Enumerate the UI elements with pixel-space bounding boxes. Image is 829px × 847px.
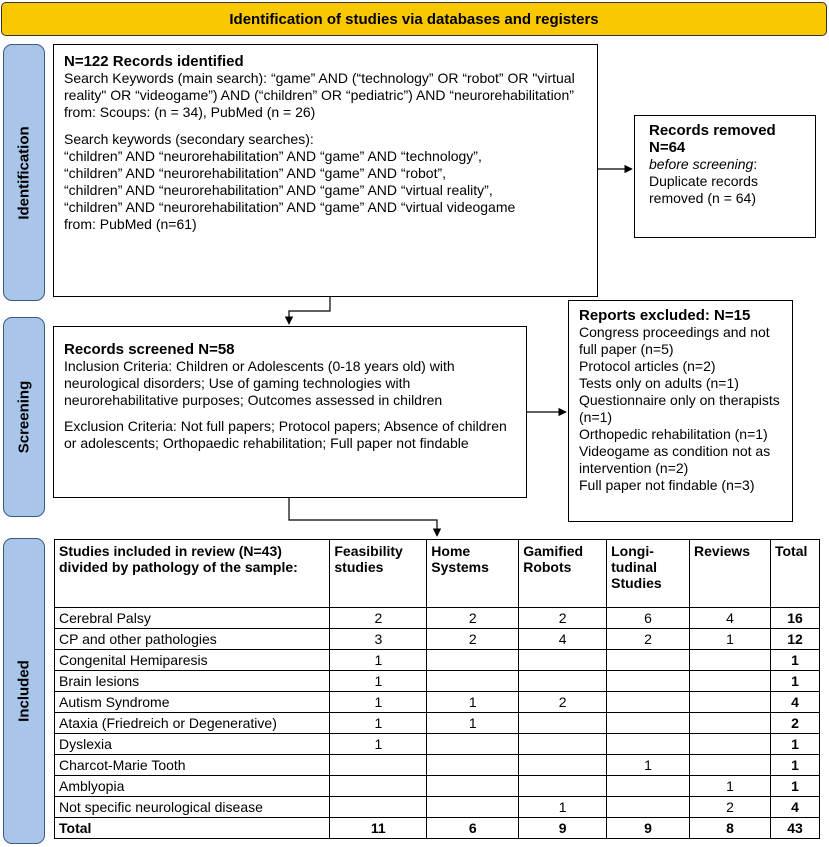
column-total-cell: 6	[427, 818, 519, 839]
table-row	[55, 713, 820, 734]
count-cell: 2	[690, 797, 771, 818]
row-total-cell: 1	[770, 734, 819, 755]
excluded-reason: Full paper not findable (n=3)	[579, 477, 755, 493]
excluded-reason: Videogame as condition not as intervention (n=2)	[579, 443, 771, 476]
pathology-cell: CP and other pathologies	[55, 629, 330, 650]
table-total-row	[55, 818, 820, 839]
count-cell: 1	[330, 671, 427, 692]
pathology-cell: Amblyopia	[55, 776, 330, 797]
excluded-reason: Tests only on adults (n=1)	[579, 375, 739, 391]
row-total-cell: 1	[770, 671, 819, 692]
count-cell	[690, 650, 771, 671]
column-total-cell: 9	[519, 818, 607, 839]
table-header-home-systems: Home Systems	[427, 540, 519, 608]
pathology-cell: Charcot-Marie Tooth	[55, 755, 330, 776]
count-cell	[690, 692, 771, 713]
main-search-keywords: Search Keywords (main search): “game” AND (“technology” OR “robot” OR "virtual reality" OR “videogame”) AND (“children” OR “pediatric”) AND “neurorehabilitation”	[64, 70, 575, 103]
excluded-reason: Congress proceedings and not full paper (n=5)	[579, 324, 770, 357]
row-total-cell: 4	[770, 797, 819, 818]
side-label-screening-text: Screening	[15, 380, 33, 454]
included-studies-table	[54, 539, 820, 839]
excluded-reason: Orthopedic rehabilitation (n=1)	[579, 426, 768, 442]
total-label-cell: Total	[55, 818, 330, 839]
count-cell	[607, 671, 690, 692]
count-cell: 4	[690, 608, 771, 629]
row-total-cell: 1	[770, 650, 819, 671]
count-cell	[427, 650, 519, 671]
count-cell: 1	[427, 692, 519, 713]
secondary-search-line: “children” AND “neurorehabilitation” AND “game” AND “virtual reality”,	[64, 182, 493, 198]
count-cell	[330, 797, 427, 818]
count-cell: 3	[330, 629, 427, 650]
count-cell	[607, 776, 690, 797]
header-title: Identification of studies via databases and registers	[229, 10, 599, 28]
count-cell	[607, 692, 690, 713]
exclusion-criteria: Exclusion Criteria: Not full papers; Protocol papers; Absence of children or adolescents; Orthopaedic rehabilitation; Full paper not findable	[64, 418, 507, 451]
secondary-search-sources: from: PubMed (n=61)	[64, 216, 197, 232]
row-total-cell: 1	[770, 755, 819, 776]
column-total-cell: 8	[690, 818, 771, 839]
count-cell: 1	[330, 713, 427, 734]
secondary-search-line: “children” AND “neurorehabilitation” AND “game” AND “technology”,	[64, 148, 482, 164]
table-row	[55, 755, 820, 776]
count-cell	[330, 776, 427, 797]
count-cell	[427, 671, 519, 692]
side-label-included-text: Included	[15, 660, 33, 722]
secondary-search-intro: Search keywords (secondary searches):	[64, 131, 314, 147]
secondary-search-line: “children” AND “neurorehabilitation” AND “game” AND “virtual videogame	[64, 199, 516, 215]
column-total-cell: 11	[330, 818, 427, 839]
table-header-gamified-robots: Gamified Robots	[519, 540, 607, 608]
count-cell: 1	[427, 713, 519, 734]
count-cell	[607, 650, 690, 671]
count-cell: 6	[607, 608, 690, 629]
excluded-reason: Protocol articles (n=2)	[579, 358, 716, 374]
count-cell: 1	[330, 692, 427, 713]
pathology-cell: Brain lesions	[55, 671, 330, 692]
records-removed-reason: Duplicate records removed (n = 64)	[649, 173, 758, 206]
count-cell: 2	[519, 608, 607, 629]
table-row	[55, 671, 820, 692]
records-removed-stage	[649, 156, 801, 173]
records-identified-box	[53, 44, 598, 297]
count-cell	[427, 755, 519, 776]
count-cell: 2	[427, 608, 519, 629]
count-cell: 1	[330, 734, 427, 755]
table-header-total: Total	[770, 540, 819, 608]
table-header-feasibility: Feasibility studies	[330, 540, 427, 608]
count-cell: 4	[519, 629, 607, 650]
count-cell	[519, 755, 607, 776]
pathology-cell: Autism Syndrome	[55, 692, 330, 713]
pathology-cell: Dyslexia	[55, 734, 330, 755]
excluded-reason: Questionnaire only on therapists (n=1)	[579, 392, 780, 425]
table-row	[55, 776, 820, 797]
pathology-cell: Ataxia (Friedreich or Degenerative)	[55, 713, 330, 734]
count-cell: 2	[607, 629, 690, 650]
count-cell	[690, 755, 771, 776]
count-cell	[330, 755, 427, 776]
count-cell	[519, 776, 607, 797]
records-removed-stage-text: before screening	[649, 156, 754, 172]
table-header-reviews: Reviews	[690, 540, 771, 608]
row-total-cell: 12	[770, 629, 819, 650]
count-cell	[607, 713, 690, 734]
count-cell	[427, 797, 519, 818]
reports-excluded-box	[568, 300, 793, 522]
count-cell	[519, 734, 607, 755]
row-total-cell: 1	[770, 776, 819, 797]
records-screened-title: Records screened N=58	[64, 341, 235, 358]
records-identified-title: N=122 Records identified	[64, 53, 244, 70]
count-cell	[519, 671, 607, 692]
records-screened-box	[53, 326, 527, 498]
count-cell	[427, 776, 519, 797]
count-cell	[427, 734, 519, 755]
count-cell	[690, 671, 771, 692]
count-cell: 1	[690, 776, 771, 797]
records-removed-stage-colon: :	[753, 156, 758, 172]
inclusion-criteria: Inclusion Criteria: Children or Adolescents (0-18 years old) with neurological disorders; Use of gaming technologies with neurorehabilitative purposes; Outcomes assessed in children	[64, 358, 455, 408]
count-cell: 2	[427, 629, 519, 650]
count-cell: 2	[330, 608, 427, 629]
secondary-search-line: “children” AND “neurorehabilitation” AND “game” AND “robot”,	[64, 165, 447, 181]
reports-excluded-title: Reports excluded: N=15	[579, 307, 751, 324]
count-cell: 1	[519, 797, 607, 818]
pathology-cell: Not specific neurological disease	[55, 797, 330, 818]
count-cell	[519, 650, 607, 671]
count-cell: 1	[690, 629, 771, 650]
pathology-cell: Cerebral Palsy	[55, 608, 330, 629]
count-cell	[690, 734, 771, 755]
count-cell	[690, 713, 771, 734]
table-row	[55, 797, 820, 818]
arrow-to-screened	[289, 297, 330, 324]
row-total-cell: 2	[770, 713, 819, 734]
count-cell: 2	[519, 692, 607, 713]
main-search-sources: from: Scoups: (n = 34), PubMed (n = 26)	[64, 104, 316, 120]
table-header-longitudinal: Longi-tudinal Studies	[607, 540, 690, 608]
table-row	[55, 650, 820, 671]
grand-total-cell: 43	[770, 818, 819, 839]
count-cell	[607, 734, 690, 755]
side-label-identification-text: Identification	[15, 125, 33, 220]
records-removed-title: Records removed	[649, 122, 776, 139]
row-total-cell: 4	[770, 692, 819, 713]
records-removed-count: N=64	[649, 139, 686, 156]
table-header-pathology: Studies included in review (N=43) divided by pathology of the sample:	[55, 540, 330, 608]
count-cell: 1	[607, 755, 690, 776]
column-total-cell: 9	[607, 818, 690, 839]
table-row	[55, 734, 820, 755]
table-row	[55, 608, 820, 629]
table-row	[55, 692, 820, 713]
records-removed-box	[634, 115, 816, 238]
count-cell	[519, 713, 607, 734]
arrow-to-included	[289, 498, 437, 536]
count-cell	[607, 797, 690, 818]
row-total-cell: 16	[770, 608, 819, 629]
table-row	[55, 629, 820, 650]
count-cell: 1	[330, 650, 427, 671]
pathology-cell: Congenital Hemiparesis	[55, 650, 330, 671]
